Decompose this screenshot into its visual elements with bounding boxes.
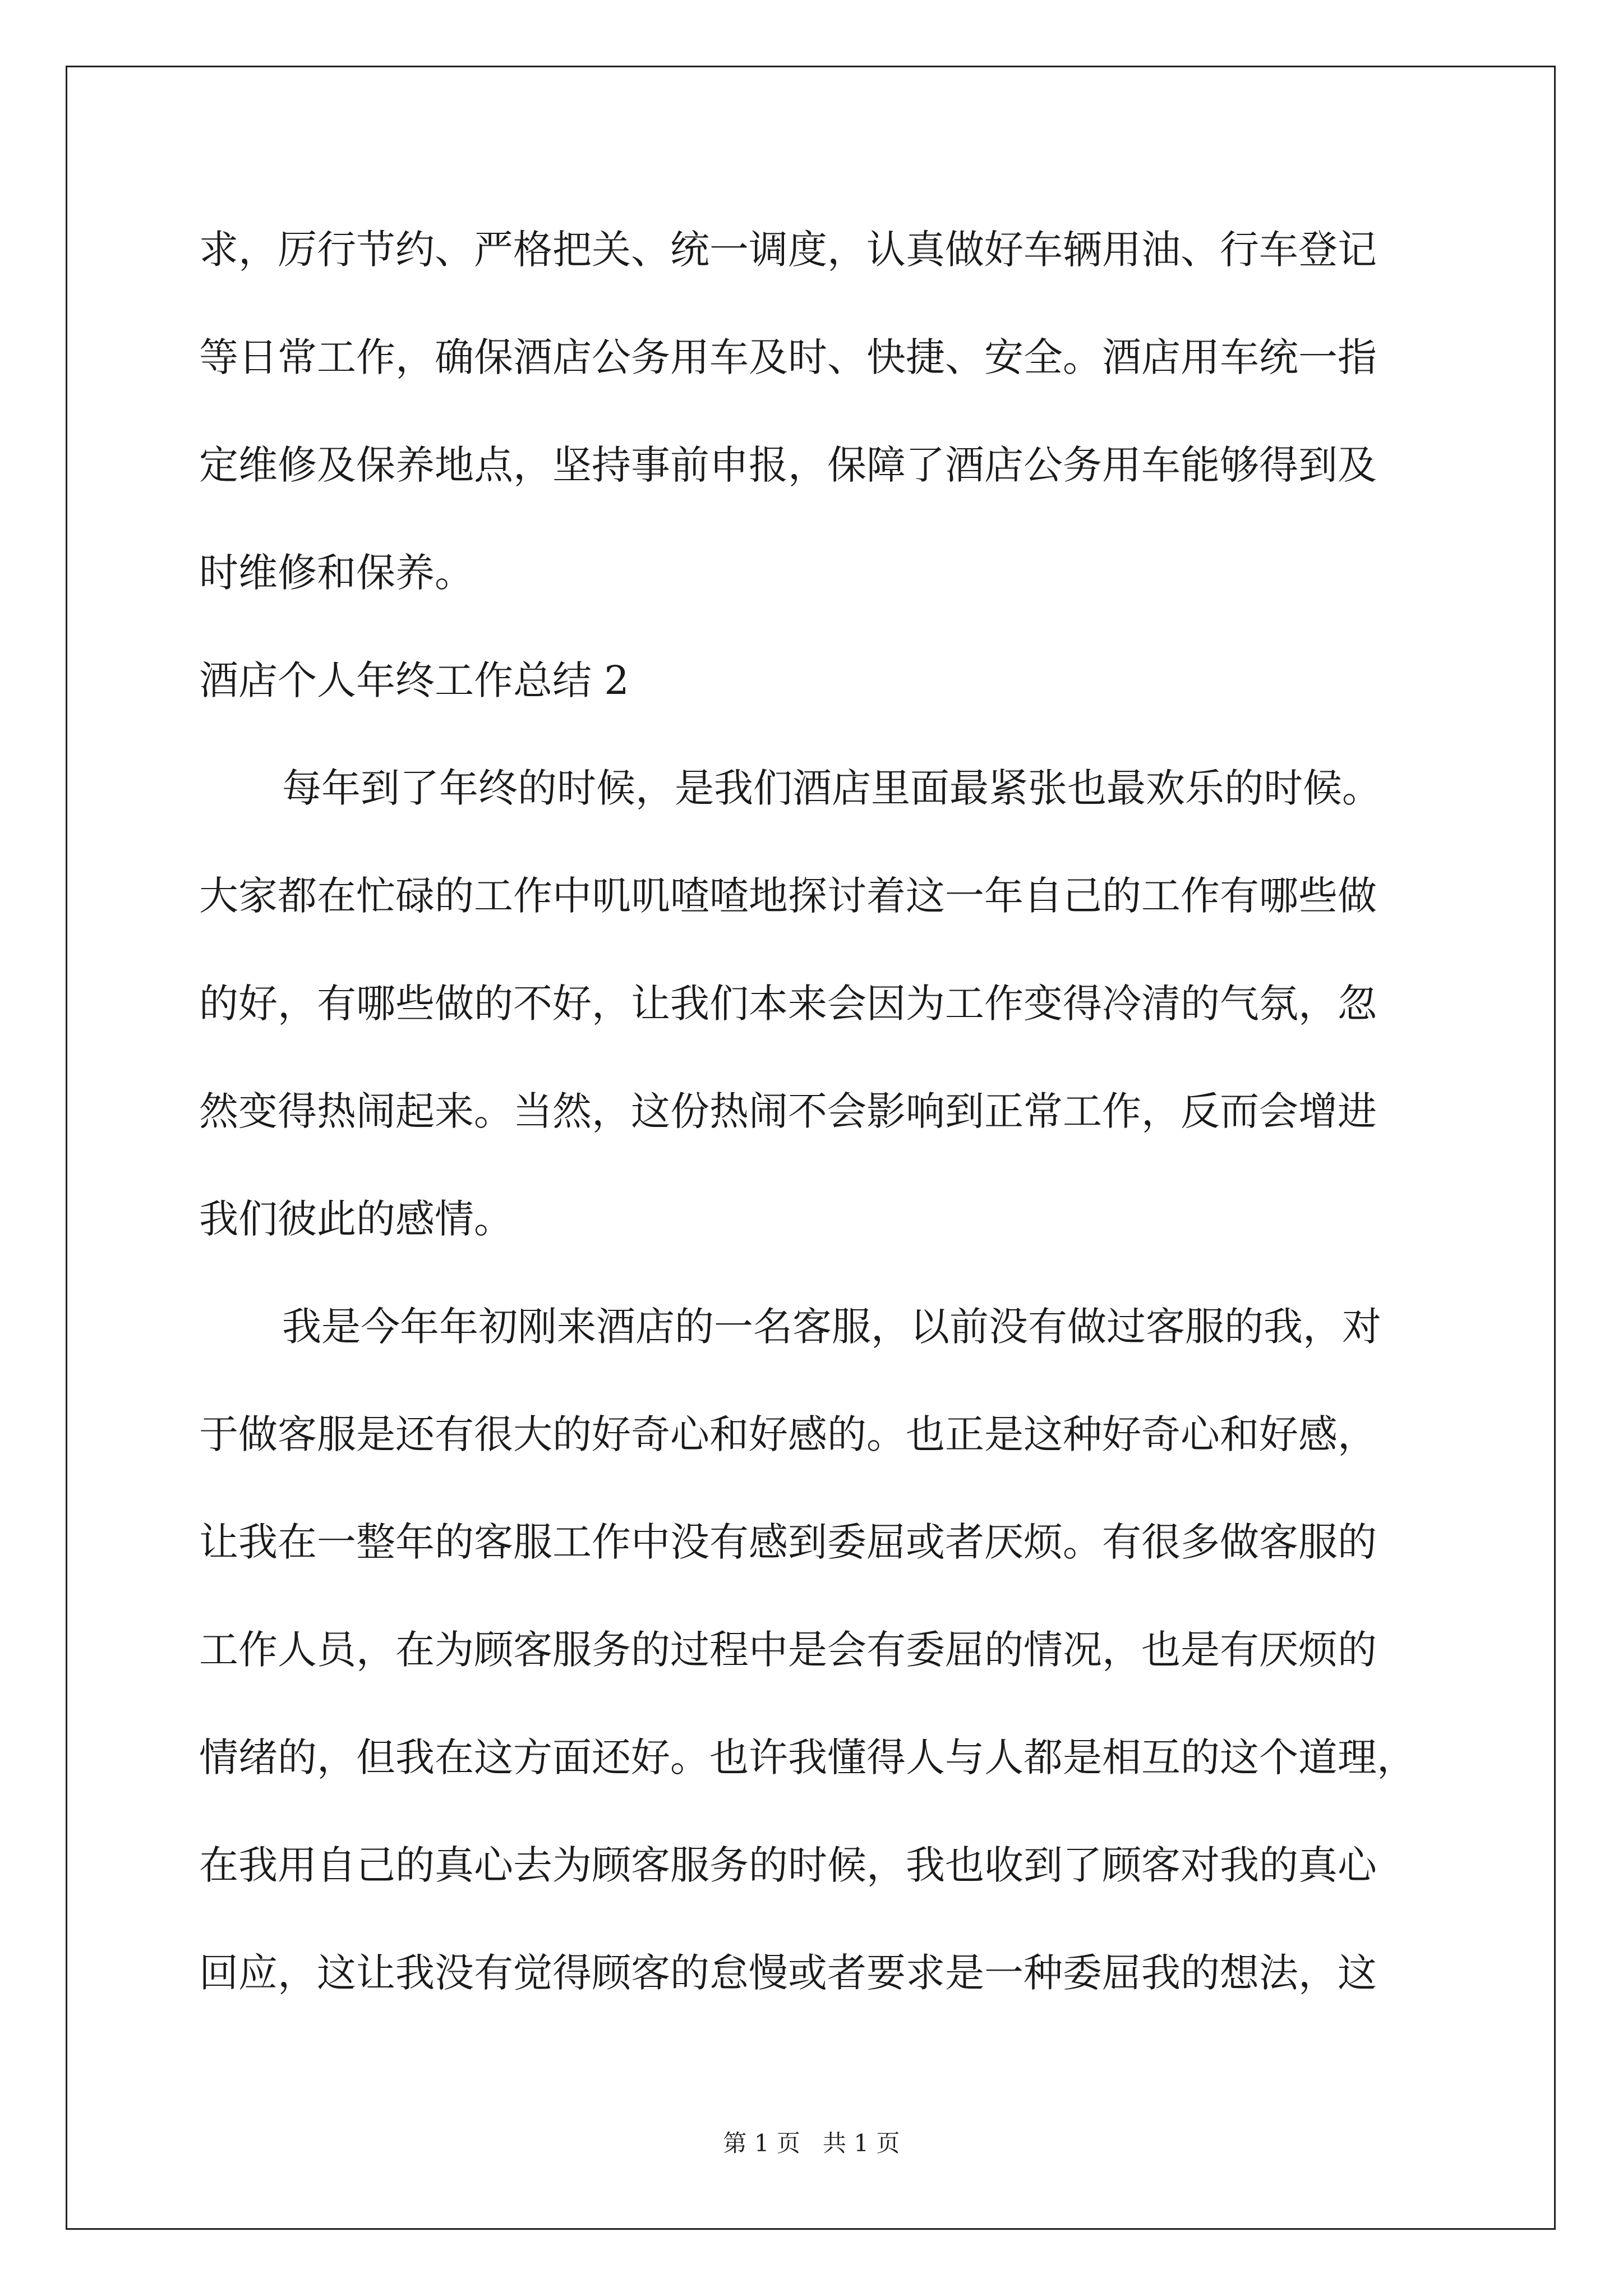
text-line: 然变得热闹起来。当然，这份热闹不会影响到正常工作，反而会增进 — [199, 1088, 1377, 1134]
text-line: 定维修及保养地点，坚持事前申报，保障了酒店公务用车能够得到及 — [199, 442, 1377, 488]
paragraph — [199, 208, 1433, 638]
text-line: 等日常工作，确保酒店公务用车及时、快捷、安全。酒店用车统一指 — [199, 334, 1377, 380]
text-line: 情绪的，但我在这方面还好。也许我懂得人与人都是相互的这个道理， — [199, 1734, 1416, 1780]
text-line: 回应，这让我没有觉得顾客的怠慢或者要求是一种委屈我的想法，这 — [199, 1950, 1377, 1996]
text-line: 求，厉行节约、严格把关、统一调度，认真做好车辆用油、行车登记 — [199, 227, 1377, 273]
paragraph — [199, 746, 1433, 1285]
paragraph — [199, 1285, 1433, 2039]
text-line: 让我在一整年的客服工作中没有感到委屈或者厌烦。有很多做客服的 — [199, 1519, 1377, 1565]
text-line: 我是今年年初刚来酒店的一名客服，以前没有做过客服的我，对 — [282, 1304, 1381, 1350]
page-number: 第 1 页 — [723, 2129, 800, 2157]
page-total: 共 1 页 — [823, 2129, 900, 2157]
text-line: 时维修和保养。 — [199, 550, 474, 596]
text-line: 于做客服是还有很大的好奇心和好感的。也正是这种好奇心和好感， — [199, 1411, 1377, 1457]
text-line: 每年到了年终的时候，是我们酒店里面最紧张也最欢乐的时候。 — [282, 765, 1381, 811]
text-line: 的好，有哪些做的不好，让我们本来会因为工作变得冷清的气氛，忽 — [199, 981, 1377, 1027]
text-line: 在我用自己的真心去为顾客服务的时候，我也收到了顾客对我的真心 — [199, 1842, 1377, 1888]
text-line: 大家都在忙碌的工作中叽叽喳喳地探讨着这一年自己的工作有哪些做 — [199, 873, 1377, 919]
text-line: 工作人员，在为顾客服务的过程中是会有委屈的情况，也是有厌烦的 — [199, 1627, 1377, 1673]
text-line: 我们彼此的感情。 — [199, 1196, 513, 1242]
document-body — [199, 208, 1433, 2039]
heading-text: 酒店个人年终工作总结 2 — [199, 657, 629, 703]
section-heading — [199, 638, 1433, 746]
page-footer — [0, 2125, 1623, 2159]
